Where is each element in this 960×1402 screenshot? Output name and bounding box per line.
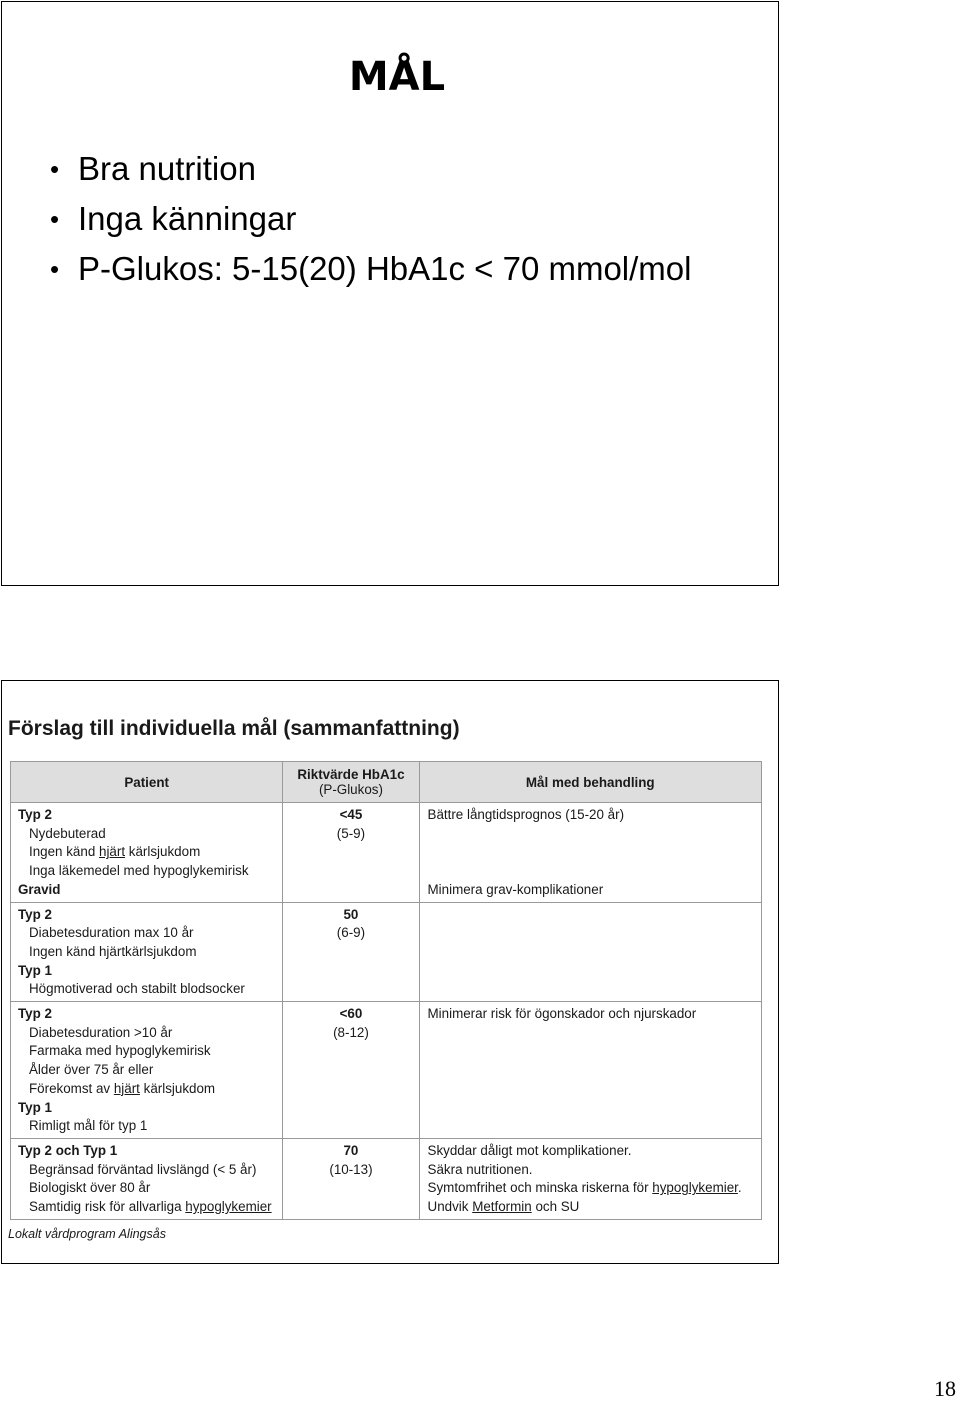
goal-cell xyxy=(419,803,761,903)
patient-cell xyxy=(11,1138,283,1219)
text-fragment: Undvik xyxy=(427,1199,473,1215)
patient-cell xyxy=(11,803,283,903)
text-fragment: Samtidig risk för allvarliga xyxy=(29,1199,186,1215)
text-fragment: hjärt xyxy=(113,1080,140,1096)
slide-individual-goals xyxy=(1,680,779,1264)
goal-line: Skyddar dåligt mot komplikationer. xyxy=(427,1142,632,1158)
table-title: Förslag till individuella mål (sammanfattning) xyxy=(8,717,460,740)
bullet-item: • Bra nutrition xyxy=(50,144,691,194)
patient-line xyxy=(11,1080,282,1099)
goal-line: Minimerar risk för ögonskador och njurskador xyxy=(427,1006,697,1022)
patient-line: Högmotiverad och stabilt blodsocker xyxy=(29,981,245,997)
text-fragment: Metformin xyxy=(472,1199,532,1215)
header-target-label: Riktvärde HbA1c xyxy=(297,767,405,782)
patient-line: Farmaka med hypoglykemirisk xyxy=(29,1043,211,1059)
goal-line xyxy=(420,1198,761,1217)
table-row xyxy=(11,1138,762,1219)
goal-line xyxy=(420,1179,761,1198)
target-cell xyxy=(283,803,419,903)
bullet-item: • P-Glukos: 5-15(20) HbA1c < 70 mmol/mol xyxy=(50,244,691,294)
text-fragment: Förekomst av xyxy=(29,1080,114,1096)
text-fragment: hjärt xyxy=(99,844,126,860)
table-row xyxy=(11,1002,762,1139)
table-header-row xyxy=(11,762,762,803)
patient-line: Typ 2 och Typ 1 xyxy=(18,1142,118,1158)
goal-cell xyxy=(419,1002,761,1139)
page-number: 18 xyxy=(934,1376,956,1401)
slide-title: MÅL xyxy=(348,54,446,100)
target-cell xyxy=(283,1002,419,1139)
target-value: 50 xyxy=(343,906,359,922)
header-target xyxy=(283,762,419,803)
patient-line: Nydebuterad xyxy=(29,825,106,841)
table-row xyxy=(11,902,762,1002)
patient-line: Diabetesduration max 10 år xyxy=(29,925,194,941)
goal-line: Minimera grav-komplikationer xyxy=(427,881,604,897)
goal-cell xyxy=(419,1138,761,1219)
bullet-item: • Inga känningar xyxy=(50,194,691,244)
source-note: Lokalt vårdprogram Alingsås xyxy=(8,1227,166,1241)
patient-line: Gravid xyxy=(18,881,61,897)
target-sub: (8-12) xyxy=(333,1024,369,1040)
patient-line: Typ 1 xyxy=(18,962,52,978)
header-target-sub: (P-Glukos) xyxy=(318,782,383,797)
patient-line: Rimligt mål för typ 1 xyxy=(29,1118,148,1134)
target-cell xyxy=(283,1138,419,1219)
bullet-list xyxy=(50,144,691,294)
goal-cell xyxy=(419,902,761,1002)
table-row xyxy=(11,803,762,903)
patient-line: Typ 2 xyxy=(18,807,52,822)
goal-line: Bättre långtidsprognos (15-20 år) xyxy=(427,807,625,822)
header-patient: Patient xyxy=(11,762,283,803)
target-sub: (6-9) xyxy=(336,925,366,941)
header-goal: Mål med behandling xyxy=(419,762,761,803)
slide-goals xyxy=(1,1,779,586)
text-fragment: Symtomfrihet och minska riskerna för xyxy=(427,1180,653,1196)
target-value: 70 xyxy=(343,1142,359,1158)
patient-line xyxy=(11,1198,282,1217)
goals-table xyxy=(10,761,762,1220)
text-fragment: och SU xyxy=(531,1199,580,1215)
goal-line: Säkra nutritionen. xyxy=(427,1161,533,1177)
target-value: <60 xyxy=(339,1006,363,1022)
patient-line: Inga läkemedel med hypoglykemirisk xyxy=(29,863,249,879)
patient-line: Typ 2 xyxy=(18,906,52,922)
target-sub: (10-13) xyxy=(329,1161,373,1177)
patient-cell xyxy=(11,902,283,1002)
target-value: <45 xyxy=(339,807,363,822)
patient-cell xyxy=(11,1002,283,1139)
target-sub: (5-9) xyxy=(336,825,366,841)
patient-line: Ingen känd hjärtkärlsjukdom xyxy=(29,943,197,959)
patient-line: Typ 1 xyxy=(18,1099,52,1115)
text-fragment: kärlsjukdom xyxy=(139,1080,216,1096)
patient-line: Diabetesduration >10 år xyxy=(29,1024,173,1040)
target-cell xyxy=(283,902,419,1002)
patient-line: Ålder över 75 år eller xyxy=(29,1062,154,1078)
patient-line: Begränsad förväntad livslängd (< 5 år) xyxy=(29,1161,257,1177)
patient-line xyxy=(11,843,282,862)
patient-line: Typ 2 xyxy=(18,1006,52,1022)
text-fragment: . xyxy=(737,1180,742,1196)
text-fragment: hypoglykemier xyxy=(185,1199,272,1215)
text-fragment: kärlsjukdom xyxy=(125,844,201,860)
text-fragment: Ingen känd xyxy=(29,844,99,860)
text-fragment: hypoglykemier xyxy=(652,1180,738,1196)
patient-line: Biologiskt över 80 år xyxy=(29,1180,151,1196)
